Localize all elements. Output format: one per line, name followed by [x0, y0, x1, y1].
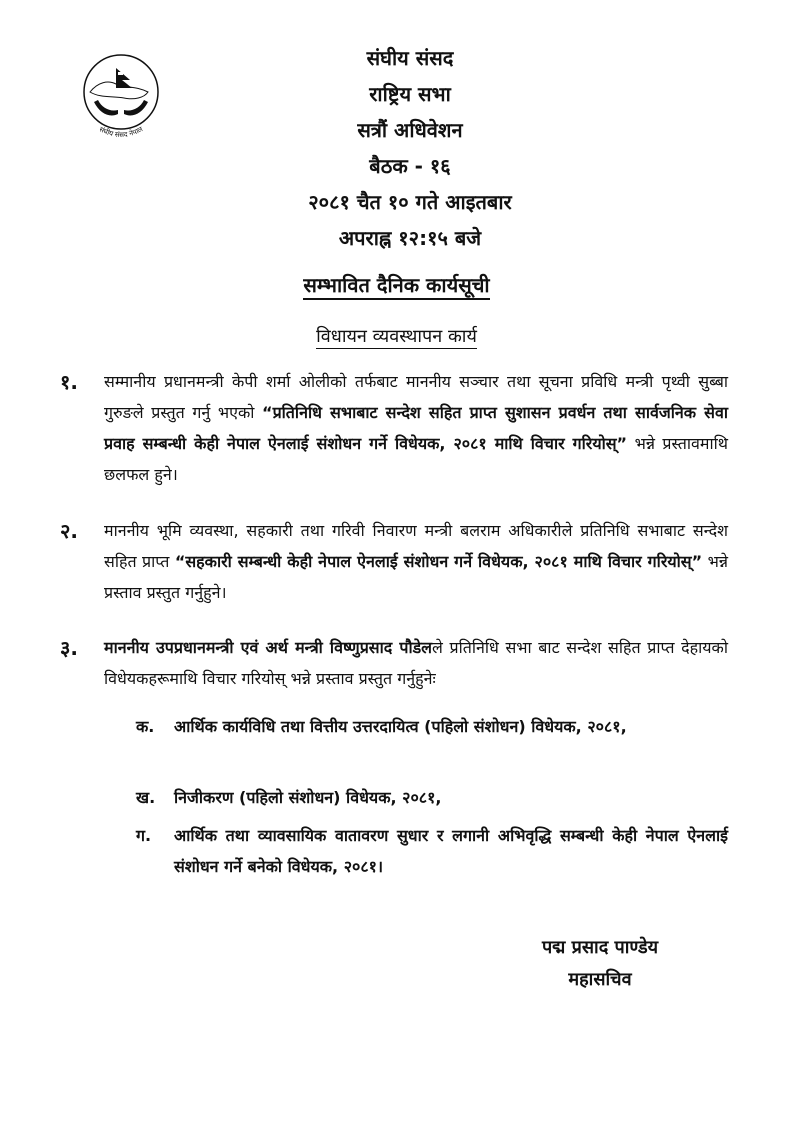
sub-item-ka — [136, 711, 728, 742]
header-national-assembly: राष्ट्रिय सभा — [369, 82, 451, 106]
header-meeting: बैठक - १६ — [369, 154, 451, 178]
section-title-text: विधायन व्यवस्थापन कार्य — [316, 326, 477, 347]
item-text-bold: “सहकारी सम्बन्धी केही नेपाल ऐनलाई संशोधन गर्ने विधेयक, २०८१ माथि विचार गरियोस्” — [174, 552, 703, 571]
sub-item-text: निजीकरण (पहिलो संशोधन) विधेयक, २०८१, — [174, 788, 442, 807]
item-number: १. — [60, 370, 78, 394]
parliament-emblem-icon — [78, 52, 164, 152]
signature-block — [520, 932, 680, 996]
signatory-title: महासचिव — [568, 969, 632, 990]
section-title — [0, 324, 793, 348]
sub-item-text: आर्थिक तथा व्यावसायिक वातावरण सुधार र लगानी अभिवृद्धि सम्बन्धी केही नेपाल ऐनलाई संशोधन गर्ने बनेको विधेयक, २०८१। — [174, 826, 728, 876]
header-parliament: संघीय संसद — [366, 46, 454, 70]
item-text — [104, 515, 728, 608]
sub-item-label: ख. — [136, 788, 156, 807]
header-date: २०८१ चैत १० गते आइतबार — [308, 190, 512, 214]
agenda-item-2 — [60, 515, 728, 608]
item-text-post: ले प्रतिनिधि सभा बाट सन्देश सहित प्राप्त देहायको विधेयकहरूमाथि विचार गरियोस् भन्ने प्रस्ताव प्रस्तुत गर्नुहुनेः — [104, 638, 728, 688]
item-text-bold: “प्रतिनिधि सभाबाट सन्देश सहित प्राप्त सुशासन प्रवर्धन तथा सार्वजनिक सेवा प्रवाह सम्बन्धी केही नेपाल ऐनलाई संशोधन गर्ने विधेयक, २०८१ माथि विचार गरियोस्” — [104, 403, 728, 453]
sub-item-text: आर्थिक कार्यविधि तथा वित्तीय उत्तरदायित्व (पहिलो संशोधन) विधेयक, २०८१, — [174, 717, 627, 736]
svg-text:संघीय संसद नेपाल — [98, 125, 145, 139]
agenda-item-1 — [60, 366, 728, 490]
item-text-post: भन्ने प्रस्ताव प्रस्तुत गर्नुहुने। — [104, 552, 728, 602]
item-text-pre: माननीय भूमि व्यवस्था, सहकारी तथा गरिवी निवारण मन्त्री बलराम अधिकारीले प्रतिनिधि सभाबाट सन्देश सहित प्राप्त — [104, 521, 728, 571]
item-number: २. — [60, 519, 78, 543]
sub-item-ga — [136, 820, 728, 882]
document-header — [230, 40, 590, 256]
header-time: अपराह्न १२:१५ बजे — [338, 226, 482, 250]
item-number: ३. — [60, 636, 78, 660]
item-text-bold: माननीय उपप्रधानमन्त्री एवं अर्थ मन्त्री विष्णुप्रसाद पौडेल — [104, 638, 432, 657]
logo-caption: संघीय संसद नेपाल — [97, 125, 145, 140]
item-text-post: भन्ने प्रस्तावमाथि छलफल हुने। — [104, 434, 728, 484]
agenda-title — [0, 271, 793, 298]
agenda-item-3 — [60, 632, 728, 694]
sub-item-label: क. — [136, 717, 155, 736]
item-text — [104, 632, 728, 694]
sub-item-kha — [136, 782, 728, 813]
item-text — [104, 366, 728, 490]
signatory-name: पद्म प्रसाद पाण्डेय — [541, 937, 659, 958]
header-session: सत्रौं अधिवेशन — [357, 118, 463, 142]
agenda-title-text: सम्भावित दैनिक कार्यसूची — [303, 273, 489, 300]
item-text-pre: सम्मानीय प्रधानमन्त्री केपी शर्मा ओलीको तर्फबाट माननीय सञ्चार तथा सूचना प्रविधि मन्त्री पृथ्वी सुब्बा गुरुङले प्रस्तुत गर्नु भएको — [104, 372, 728, 422]
sub-item-label: ग. — [136, 826, 152, 845]
